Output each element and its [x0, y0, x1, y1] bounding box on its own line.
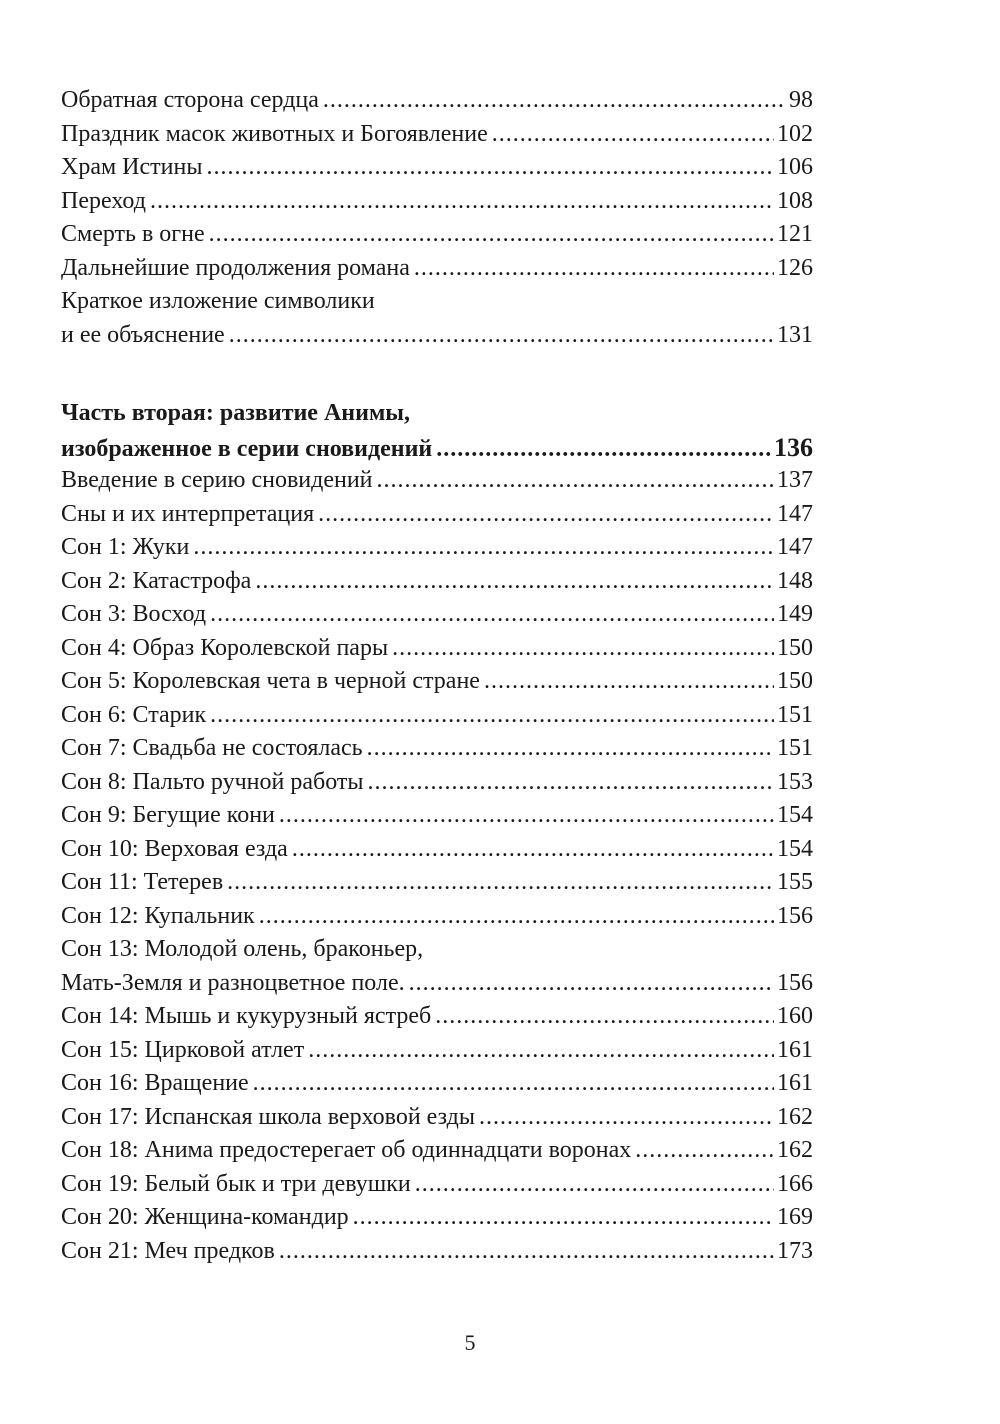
toc-entry-title: Сон 7: Свадьба не состоялась — [61, 735, 363, 761]
dot-leader — [414, 252, 774, 286]
toc-entry-page: 98 — [789, 87, 813, 113]
toc-entry-title: Смерть в огне — [61, 221, 205, 247]
toc-entry-title: Дальнейшие продолжения романа — [61, 254, 410, 281]
toc-entry-title: Сон 8: Пальто ручной работы — [61, 768, 364, 795]
toc-entry — [61, 1134, 813, 1168]
toc-entry-title: Сон 1: Жуки — [61, 534, 190, 560]
toc-entry-title: Обратная сторона сердца — [61, 87, 319, 113]
part-heading-title: Часть вторая: развитие Анимы, — [61, 400, 411, 426]
table-of-contents — [61, 84, 813, 1268]
toc-entry-page: 102 — [777, 120, 813, 147]
toc-entry-title: Сон 21: Меч предков — [61, 1237, 275, 1264]
toc-entry-title: Сон 15: Цирковой атлет — [61, 1036, 305, 1063]
toc-entry — [61, 1168, 813, 1202]
toc-entry — [61, 1201, 813, 1235]
dot-leader — [206, 151, 774, 185]
toc-entry-page: 150 — [777, 668, 813, 694]
toc-entry — [61, 218, 813, 252]
dot-leader — [210, 598, 774, 632]
toc-entry-page: 161 — [777, 1070, 813, 1096]
toc-entry-title: Праздник масок животных и Богоявление — [61, 120, 488, 147]
toc-entry — [61, 252, 813, 286]
toc-entry-title: Сон 14: Мышь и кукурузный ястреб — [61, 1003, 432, 1029]
toc-entry-title: Краткое изложение символики — [61, 288, 375, 314]
dot-leader — [367, 732, 774, 766]
toc-entry — [61, 866, 813, 900]
toc-entry-title: Сон 3: Восход — [61, 601, 207, 627]
toc-entry — [61, 732, 813, 766]
dot-leader — [484, 665, 774, 699]
dot-leader — [210, 699, 774, 733]
toc-entry — [61, 699, 813, 733]
part2-list — [61, 397, 813, 1268]
dot-leader — [635, 1134, 774, 1168]
toc-entry-page: 154 — [777, 835, 813, 862]
toc-entry — [61, 1000, 813, 1034]
toc-entry — [61, 632, 813, 666]
toc-entry-title: и ее объяснение — [61, 321, 225, 348]
toc-entry-title: Сон 10: Верховая езда — [61, 835, 288, 862]
toc-entry-title: Сон 19: Белый бык и три девушки — [61, 1170, 411, 1197]
toc-entry-title: Сон 18: Анима предостерегает об одиннадцати воронах — [61, 1137, 632, 1163]
toc-entry — [61, 665, 813, 699]
dot-leader — [292, 833, 774, 867]
toc-entry-page: 151 — [777, 735, 813, 761]
toc-entry-page: 160 — [777, 1003, 813, 1029]
toc-entry-title: Сон 20: Женщина-командир — [61, 1204, 349, 1230]
toc-entry — [61, 498, 813, 532]
toc-entry-title: Сон 5: Королевская чета в черной стране — [61, 668, 480, 694]
part-heading — [61, 431, 813, 465]
toc-entry-page: 121 — [777, 221, 813, 247]
section-gap — [61, 352, 813, 397]
toc-entry — [61, 151, 813, 185]
toc-entry — [61, 531, 813, 565]
toc-entry — [61, 1034, 813, 1068]
toc-entry-title: Сон 4: Образ Королевской пары — [61, 634, 389, 661]
toc-entry — [61, 598, 813, 632]
toc-entry-page: 106 — [777, 154, 813, 180]
toc-entry-title: Храм Истины — [61, 154, 203, 180]
dot-leader — [227, 866, 774, 900]
dot-leader — [377, 464, 774, 498]
toc-entry-page: 155 — [777, 869, 813, 895]
toc-entry — [61, 185, 813, 219]
toc-entry-title: Мать-Земля и разноцветное поле. — [61, 969, 405, 996]
toc-entry-page: 131 — [777, 321, 813, 348]
dot-leader — [318, 498, 774, 532]
toc-entry-page: 126 — [777, 254, 813, 281]
dot-leader — [492, 118, 774, 152]
toc-entry — [61, 84, 813, 118]
toc-entry — [61, 900, 813, 934]
toc-entry-page: 151 — [777, 701, 813, 728]
part-heading-title: изображенное в серии сновидений — [61, 435, 433, 462]
dot-leader — [353, 1201, 774, 1235]
toc-entry-page: 156 — [777, 902, 813, 929]
toc-entry — [61, 766, 813, 800]
dot-leader — [255, 565, 774, 599]
dot-leader — [323, 84, 786, 118]
toc-entry-title: Сон 6: Старик — [61, 701, 207, 728]
toc-entry — [61, 967, 813, 1001]
part-heading-first-line — [61, 397, 813, 431]
dot-leader — [368, 766, 775, 800]
toc-entry-title: Сон 13: Молодой олень, браконьер, — [61, 936, 424, 962]
toc-entry-page: 154 — [777, 802, 813, 828]
dot-leader — [259, 900, 774, 934]
toc-entry-title: Сон 17: Испанская школа верховой езды — [61, 1103, 475, 1130]
toc-entry-page: 162 — [777, 1103, 813, 1130]
toc-entry-title: Сон 16: Вращение — [61, 1070, 249, 1096]
toc-entry-page: 150 — [777, 634, 813, 661]
toc-entry-title: Сон 2: Катастрофа — [61, 567, 252, 594]
toc-entry-first-line — [61, 285, 813, 319]
toc-entry-page: 173 — [777, 1237, 813, 1264]
toc-entry — [61, 799, 813, 833]
toc-entry-page: 161 — [777, 1036, 813, 1063]
dot-leader — [479, 1101, 774, 1135]
toc-entry-page: 147 — [777, 534, 813, 560]
toc-entry — [61, 118, 813, 152]
dot-leader — [392, 632, 774, 666]
toc-entry-page: 166 — [777, 1170, 813, 1197]
dot-leader — [435, 1000, 774, 1034]
toc-entry-title: Сон 12: Купальник — [61, 902, 255, 929]
dot-leader — [193, 531, 774, 565]
dot-leader — [253, 1067, 774, 1101]
dot-leader — [409, 967, 774, 1001]
toc-entry-page: 153 — [777, 768, 813, 795]
toc-entry — [61, 833, 813, 867]
toc-entry-page: 147 — [777, 500, 813, 527]
toc-entry — [61, 1067, 813, 1101]
toc-entry-page: 149 — [777, 601, 813, 627]
dot-leader — [279, 799, 774, 833]
toc-entry-page: 148 — [777, 567, 813, 594]
toc-entry-first-line — [61, 933, 813, 967]
toc-entry — [61, 1101, 813, 1135]
part1-list — [61, 84, 813, 352]
toc-entry-page: 137 — [777, 467, 813, 493]
dot-leader — [436, 433, 771, 467]
toc-entry-title: Сон 9: Бегущие кони — [61, 802, 275, 828]
toc-entry — [61, 464, 813, 498]
toc-entry — [61, 1235, 813, 1269]
dot-leader — [150, 185, 774, 219]
dot-leader — [279, 1235, 774, 1269]
dot-leader — [415, 1168, 774, 1202]
toc-entry-title: Сны и их интерпретация — [61, 500, 315, 527]
toc-entry-page: 108 — [777, 187, 813, 214]
page-number: 5 — [464, 1330, 476, 1355]
toc-entry-page: 156 — [777, 969, 813, 996]
toc-entry — [61, 319, 813, 353]
toc-entry-title: Переход — [61, 187, 146, 214]
dot-leader — [229, 319, 774, 353]
toc-entry-title: Введение в серию сновидений — [61, 467, 373, 493]
part-heading-page: 136 — [774, 432, 813, 462]
dot-leader — [209, 218, 774, 252]
toc-entry-title: Сон 11: Тетерев — [61, 869, 224, 895]
toc-entry-page: 169 — [777, 1204, 813, 1230]
toc-entry — [61, 565, 813, 599]
dot-leader — [308, 1034, 774, 1068]
toc-entry-page: 162 — [777, 1137, 813, 1163]
